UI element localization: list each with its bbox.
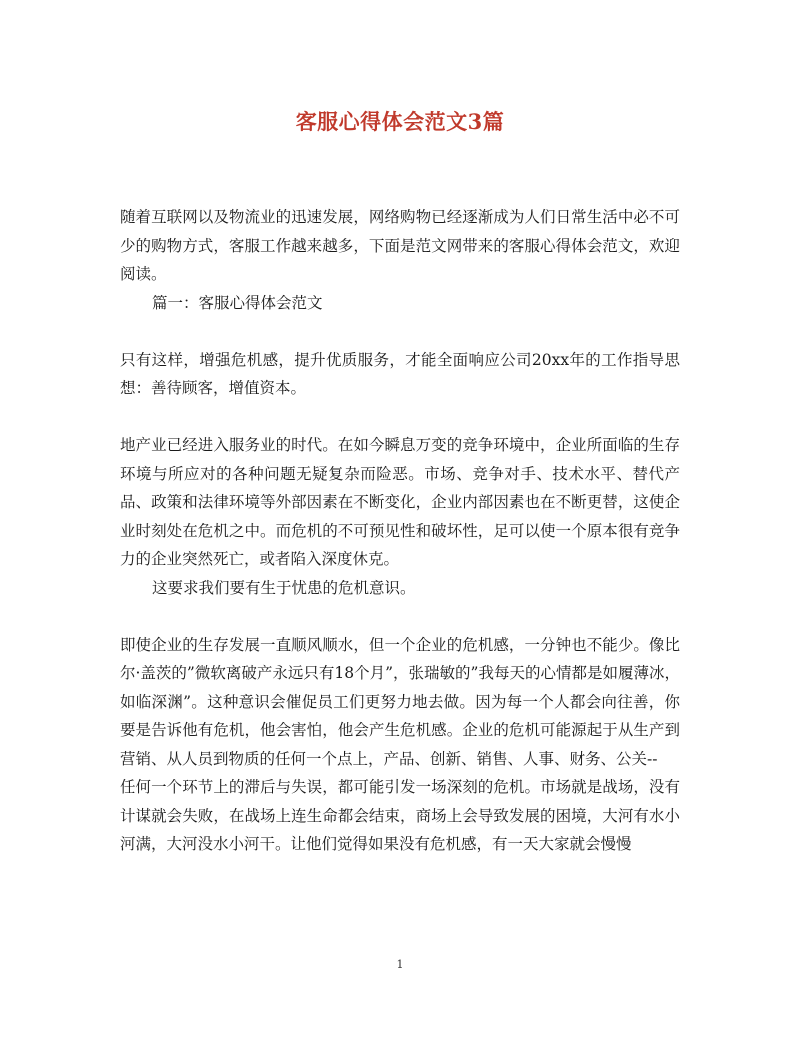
paragraph-service-era: 地产业已经进入服务业的时代。在如今瞬息万变的竞争环境中，企业所面临的生存环境与所应对的各种问题无疑复杂而险恶。市场、竞争对手、技术水平、替代产品、政策和法律环境等外部因素在不断变化，企业内部因素也在不断更替，这使企业时刻处在危机之中。而危机的不可预见性和破坏性，足可以使一个原本很有竞争力的企业突然死亡，或者陷入深度休克。	[120, 436, 680, 568]
paragraph-requirement: 这要求我们要有生于忧患的危机意识。	[152, 578, 416, 597]
blank-line	[120, 317, 680, 346]
paragraph-crisis-awareness: 只有这样，增强危机感，提升优质服务，才能全面响应公司20xx年的工作指导思想：善待顾客，增值资本。	[120, 350, 680, 397]
paragraph-crisis-sense: 即使企业的生存发展一直顺风顺水，但一个企业的危机感，一分钟也不能少。像比尔·盖茨的”微软离破产永远只有18个月”，张瑞敏的”我每天的心情都是如履薄冰，如临深渊”。这种意识会催促员工们更努力地去做。因为每一个人都会向往善，你要是告诉他有危机，他会害怕，他会产生危机感。企业的危机可能源起于从生产到营销、从人员到物质的任何一个点上，产品、创新、销售、人事、财务、公关--	[120, 635, 680, 768]
blank-line	[120, 602, 680, 631]
page-number: 1	[396, 958, 404, 971]
blank-line	[120, 403, 680, 432]
document-title: 客服心得体会范文3篇	[295, 109, 505, 134]
document-body	[120, 203, 680, 859]
paragraph-any-link: 任何一个环节上的滞后与失误，都可能引发一场深刻的危机。市场就是战场，没有计谋就会失败，在战场上连生命都会结束，商场上会导致发展的困境，大河有水小河满，大河没水小河干。让他们觉得如果没有危机感，有一天大家就会慢慢	[120, 778, 680, 853]
paragraph-intro: 随着互联网以及物流业的迅速发展，网络购物已经逐渐成为人们日常生活中必不可少的购物方式，客服工作越来越多，下面是范文网带来的客服心得体会范文，欢迎阅读。	[120, 208, 680, 283]
section-heading-part-one: 篇一：客服心得体会范文	[152, 293, 323, 312]
